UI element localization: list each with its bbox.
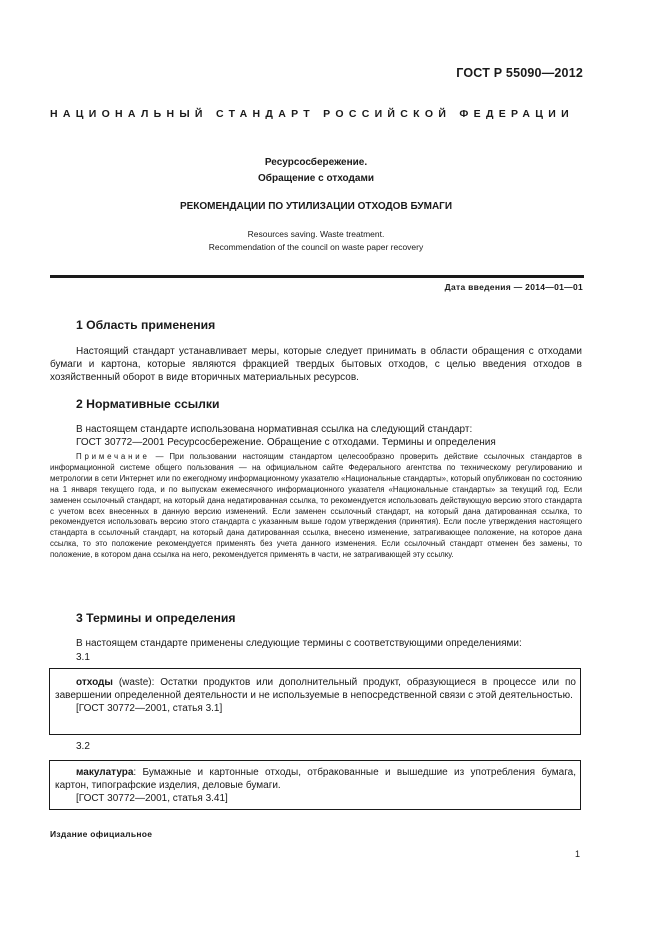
introduction-date: Дата введения — 2014—01—01 [444,282,583,292]
page-number: 1 [574,849,580,859]
term-reference: [ГОСТ 30772—2001, статья 3.41] [76,792,228,804]
section-2-note [50,452,582,561]
title-line-1: Ресурсосбережение. [264,157,368,168]
note-label: Примечание [76,452,150,461]
term-english: (waste): [112,677,161,688]
section-1-text: Настоящий стандарт устанавливает меры, которые следует принимать в области обращения с отходами бумаги и картона, которые являются фракцией твердых бытовых отходов, с целью введения отходов в хозяйственный оборот в виде вторичных материальных ресурсов. [50,346,582,383]
section-2-reference: ГОСТ 30772—2001 Ресурсосбережение. Обращение с отходами. Термины и определения [76,437,496,448]
term-name: отходы [76,677,113,688]
term-definition-text: Бумажные и картонные отходы, отбракованные и вышедшие из употребления бумага, картон, типографские изделия, деловые бумаги. [55,767,577,791]
english-title-line-1: Resources saving. Waste treatment. [247,229,385,239]
term-definition [55,767,576,805]
term-reference: [ГОСТ 30772—2001, статья 3.1] [76,702,223,714]
term-english: : [133,767,143,778]
title-line-2: Обращение с отходами [258,173,374,184]
note-text: — При пользовании настоящим стандартом целесообразно проверить действие ссылочных стандартов в информационной системе общего пользования — на официальном сайте Федерального агентства по техническому регулированию и метрологии в сети Интернет или по ежегодному информационному указателю «Национальные стандарты», который опубликован по состоянию на 1 января текущего года, и по выпускам ежемесячного информационного указателя «Национальные стандарты» за текущий год. Если заменен ссылочный стандарт, на который дана недатированная ссылка, то рекомендуется использовать действующую версию этого стандарта с учетом всех внесенных в данную версию изменений. Если заменен ссылочный стандарт, на который дана датированная ссылка, то рекомендуется использовать версию этого стандарта с указанным выше годом утверждения (принятия). Если после утверждения настоящего стандарта в ссылочный стандарт, на который дана датированная ссылка, внесено изменение, затрагивающее положение, на которое дана ссылка, то это положение рекомендуется применять без учета данного изменения. Если ссылочный стандарт отменен без замены, то положение, в котором дана ссылка на него, рекомендуется применять в части, не затрагивающей эту ссылку. [50,452,582,560]
term-definition [55,677,576,715]
gost-code: ГОСТ Р 55090—2012 [456,66,583,80]
section-1-heading: 1 Область применения [76,318,216,332]
english-title-line-2: Recommendation of the council on waste paper recovery [208,242,424,252]
section-2-line-1: В настоящем стандарте использована нормативная ссылка на следующий стандарт: [76,424,473,435]
section-3-intro: В настоящем стандарте применены следующие термины с соответствующими определениями: [76,638,522,649]
term-number: 3.1 [76,652,90,663]
section-3-heading: 3 Термины и определения [76,611,236,625]
title-divider [50,275,584,278]
section-2-heading: 2 Нормативные ссылки [76,397,220,411]
official-edition-label: Издание официальное [50,829,153,839]
term-definition-text: Остатки продуктов или дополнительный продукт, образующиеся в процессе или по завершении определенной деятельности и не используемые в непосредственной связи с этой деятельностью. [55,677,576,701]
term-number: 3.2 [76,741,90,752]
document-title: РЕКОМЕНДАЦИИ ПО УТИЛИЗАЦИИ ОТХОДОВ БУМАГИ [179,201,453,212]
term-box [49,760,581,810]
national-standard-banner: НАЦИОНАЛЬНЫЙ СТАНДАРТ РОССИЙСКОЙ ФЕДЕРАЦИИ [50,108,574,120]
term-box [49,668,581,735]
term-name: макулатура [76,767,134,778]
